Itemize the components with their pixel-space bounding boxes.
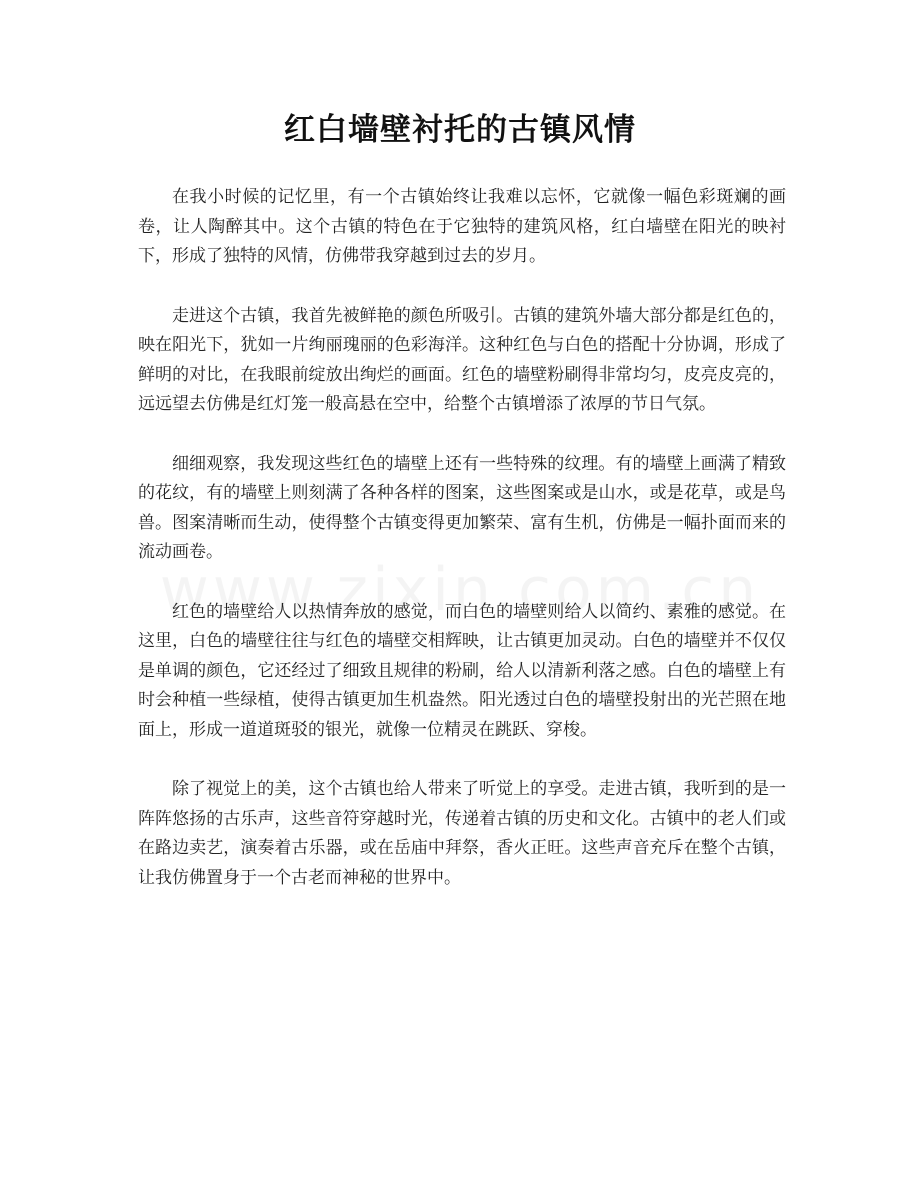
document-title: 红白墙壁衬托的古镇风情: [284, 112, 636, 148]
paragraph-3: 细细观察，我发现这些红色的墙壁上还有一些特殊的纹理。有的墙壁上画满了精致的花纹，有的墙壁上则刻满了各种各样的图案，这些图案或是山水，或是花草，或是鸟兽。图案清晰而生动，使得整个古镇变得更加繁荣、富有生机，仿佛是一幅扑面而来的流动画卷。: [138, 453, 786, 562]
paragraph-2: 走进这个古镇，我首先被鲜艳的颜色所吸引。古镇的建筑外墙大部分都是红色的，映在阳光下，犹如一片绚丽瑰丽的色彩海洋。这种红色与白色的搭配十分协调，形成了鲜明的对比，在我眼前绽放出绚烂的画面。红色的墙壁粉刷得非常均匀，皮亮皮亮的，远远望去仿佛是红灯笼一般高悬在空中，给整个古镇增添了浓厚的节日气氛。: [138, 305, 786, 414]
paragraph-4: 红色的墙壁给人以热情奔放的感觉，而白色的墙壁则给人以简约、素雅的感觉。在这里，白色的墙壁往往与红色的墙壁交相辉映，让古镇更加灵动。白色的墙壁并不仅仅是单调的颜色，它还经过了细致且规律的粉刷，给人以清新利落之感。白色的墙壁上有时会种植一些绿植，使得古镇更加生机盎然。阳光透过白色的墙壁投射出的光芒照在地面上，形成一道道斑驳的银光，就像一位精灵在跳跃、穿梭。: [138, 601, 786, 740]
document-body: [138, 183, 786, 923]
paragraph-5: 除了视觉上的美，这个古镇也给人带来了听觉上的享受。走进古镇，我听到的是一阵阵悠扬的古乐声，这些音符穿越时光，传递着古镇的历史和文化。古镇中的老人们或在路边卖艺，演奏着古乐器，或在岳庙中拜祭，香火正旺。这些声音充斥在整个古镇，让我仿佛置身于一个古老而神秘的世界中。: [138, 779, 786, 888]
paragraph-1: 在我小时候的记忆里，有一个古镇始终让我难以忘怀，它就像一幅色彩斑斓的画卷，让人陶醉其中。这个古镇的特色在于它独特的建筑风格，红白墙壁在阳光的映衬下，形成了独特的风情，仿佛带我穿越到过去的岁月。: [138, 187, 786, 266]
